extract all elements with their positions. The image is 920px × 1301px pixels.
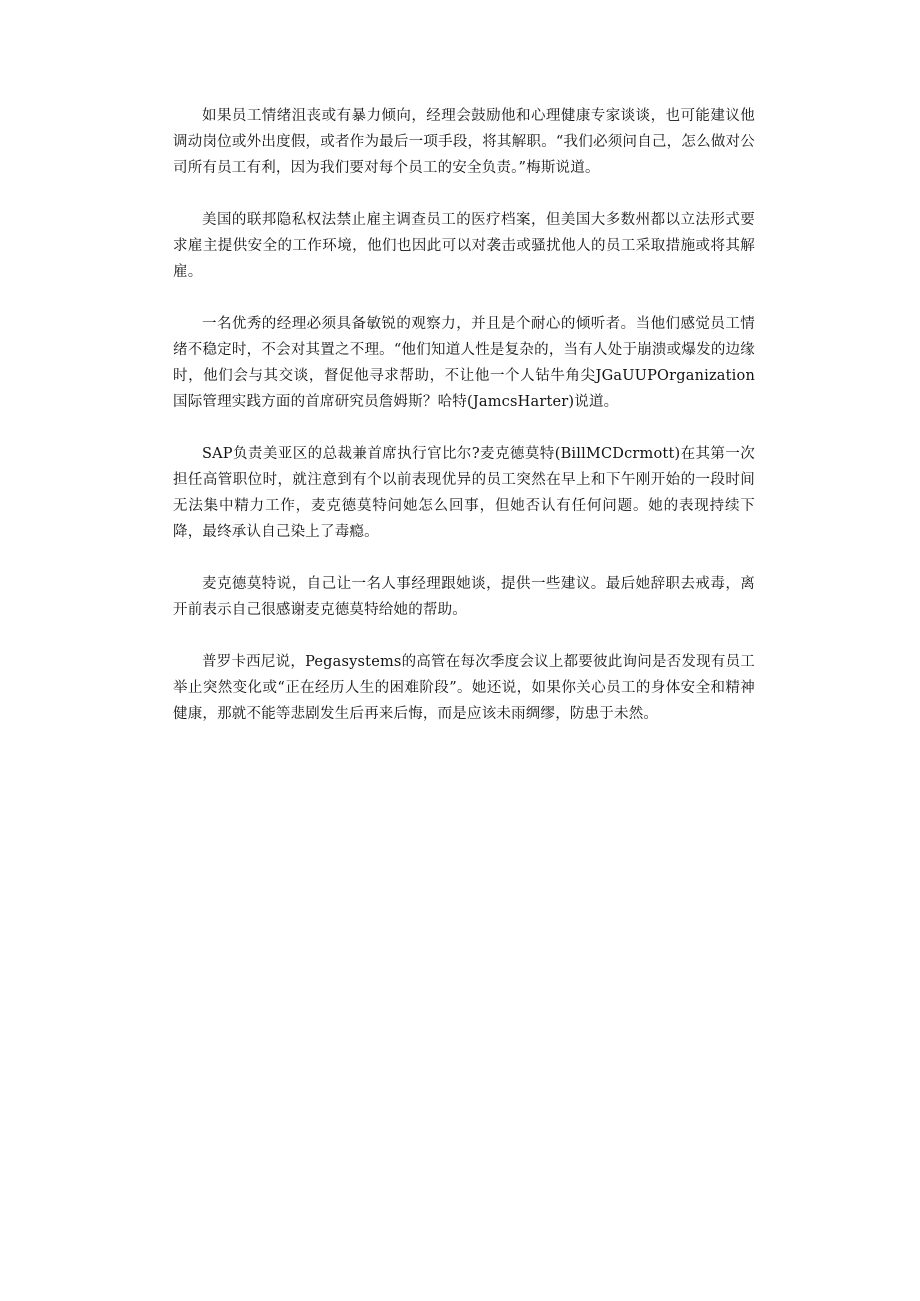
paragraph-2: 美国的联邦隐私权法禁止雇主调查员工的医疗档案，但美国大多数州都以立法形式要求雇主提供安全的工作环境，他们也因此可以对袭击或骚扰他人的员工采取措施或将其解雇。 <box>173 212 755 280</box>
paragraph-6: 普罗卡西尼说，Pegasystems的高管在每次季度会议上都要彼此询问是否发现有员工举止突然变化或“正在经历人生的困难阶段”。她还说，如果你关心员工的身体安全和精神健康，那就不能等悲剧发生后再来后悔，而是应该未雨绸缪，防患于未然。 <box>173 654 755 722</box>
paragraph-1: 如果员工情绪沮丧或有暴力倾向，经理会鼓励他和心理健康专家谈谈，也可能建议他调动岗位或外出度假，或者作为最后一项手段，将其解职。“我们必须问自己，怎么做对公司所有员工有利，因为我们要对每个员工的安全负责。”梅斯说道。 <box>173 108 755 176</box>
paragraph-5: 麦克德莫特说，自己让一名人事经理跟她谈，提供一些建议。最后她辞职去戒毒，离开前表示自己很感谢麦克德莫特给她的帮助。 <box>173 576 755 618</box>
document-body <box>173 103 755 753</box>
paragraph-4: SAP负责美亚区的总裁兼首席执行官比尔?麦克德莫特(BillMCDcrmott)在其第一次担任高管职位时，就注意到有个以前表现优异的员工突然在早上和下午刚开始的一段时间无法集中精力工作，麦克德莫特问她怎么回事，但她否认有任何问题。她的表现持续下降，最终承认自己染上了毒瘾。 <box>173 446 755 540</box>
paragraph-3: 一名优秀的经理必须具备敏锐的观察力，并且是个耐心的倾听者。当他们感觉员工情绪不稳定时，不会对其置之不理。“他们知道人性是复杂的，当有人处于崩溃或爆发的边缘时，他们会与其交谈，督促他寻求帮助，不让他一个人钻牛角尖JGaUUPOrganization国际管理实践方面的首席研究员詹姆斯？哈特(JamcsHarter)说道。 <box>173 316 755 410</box>
